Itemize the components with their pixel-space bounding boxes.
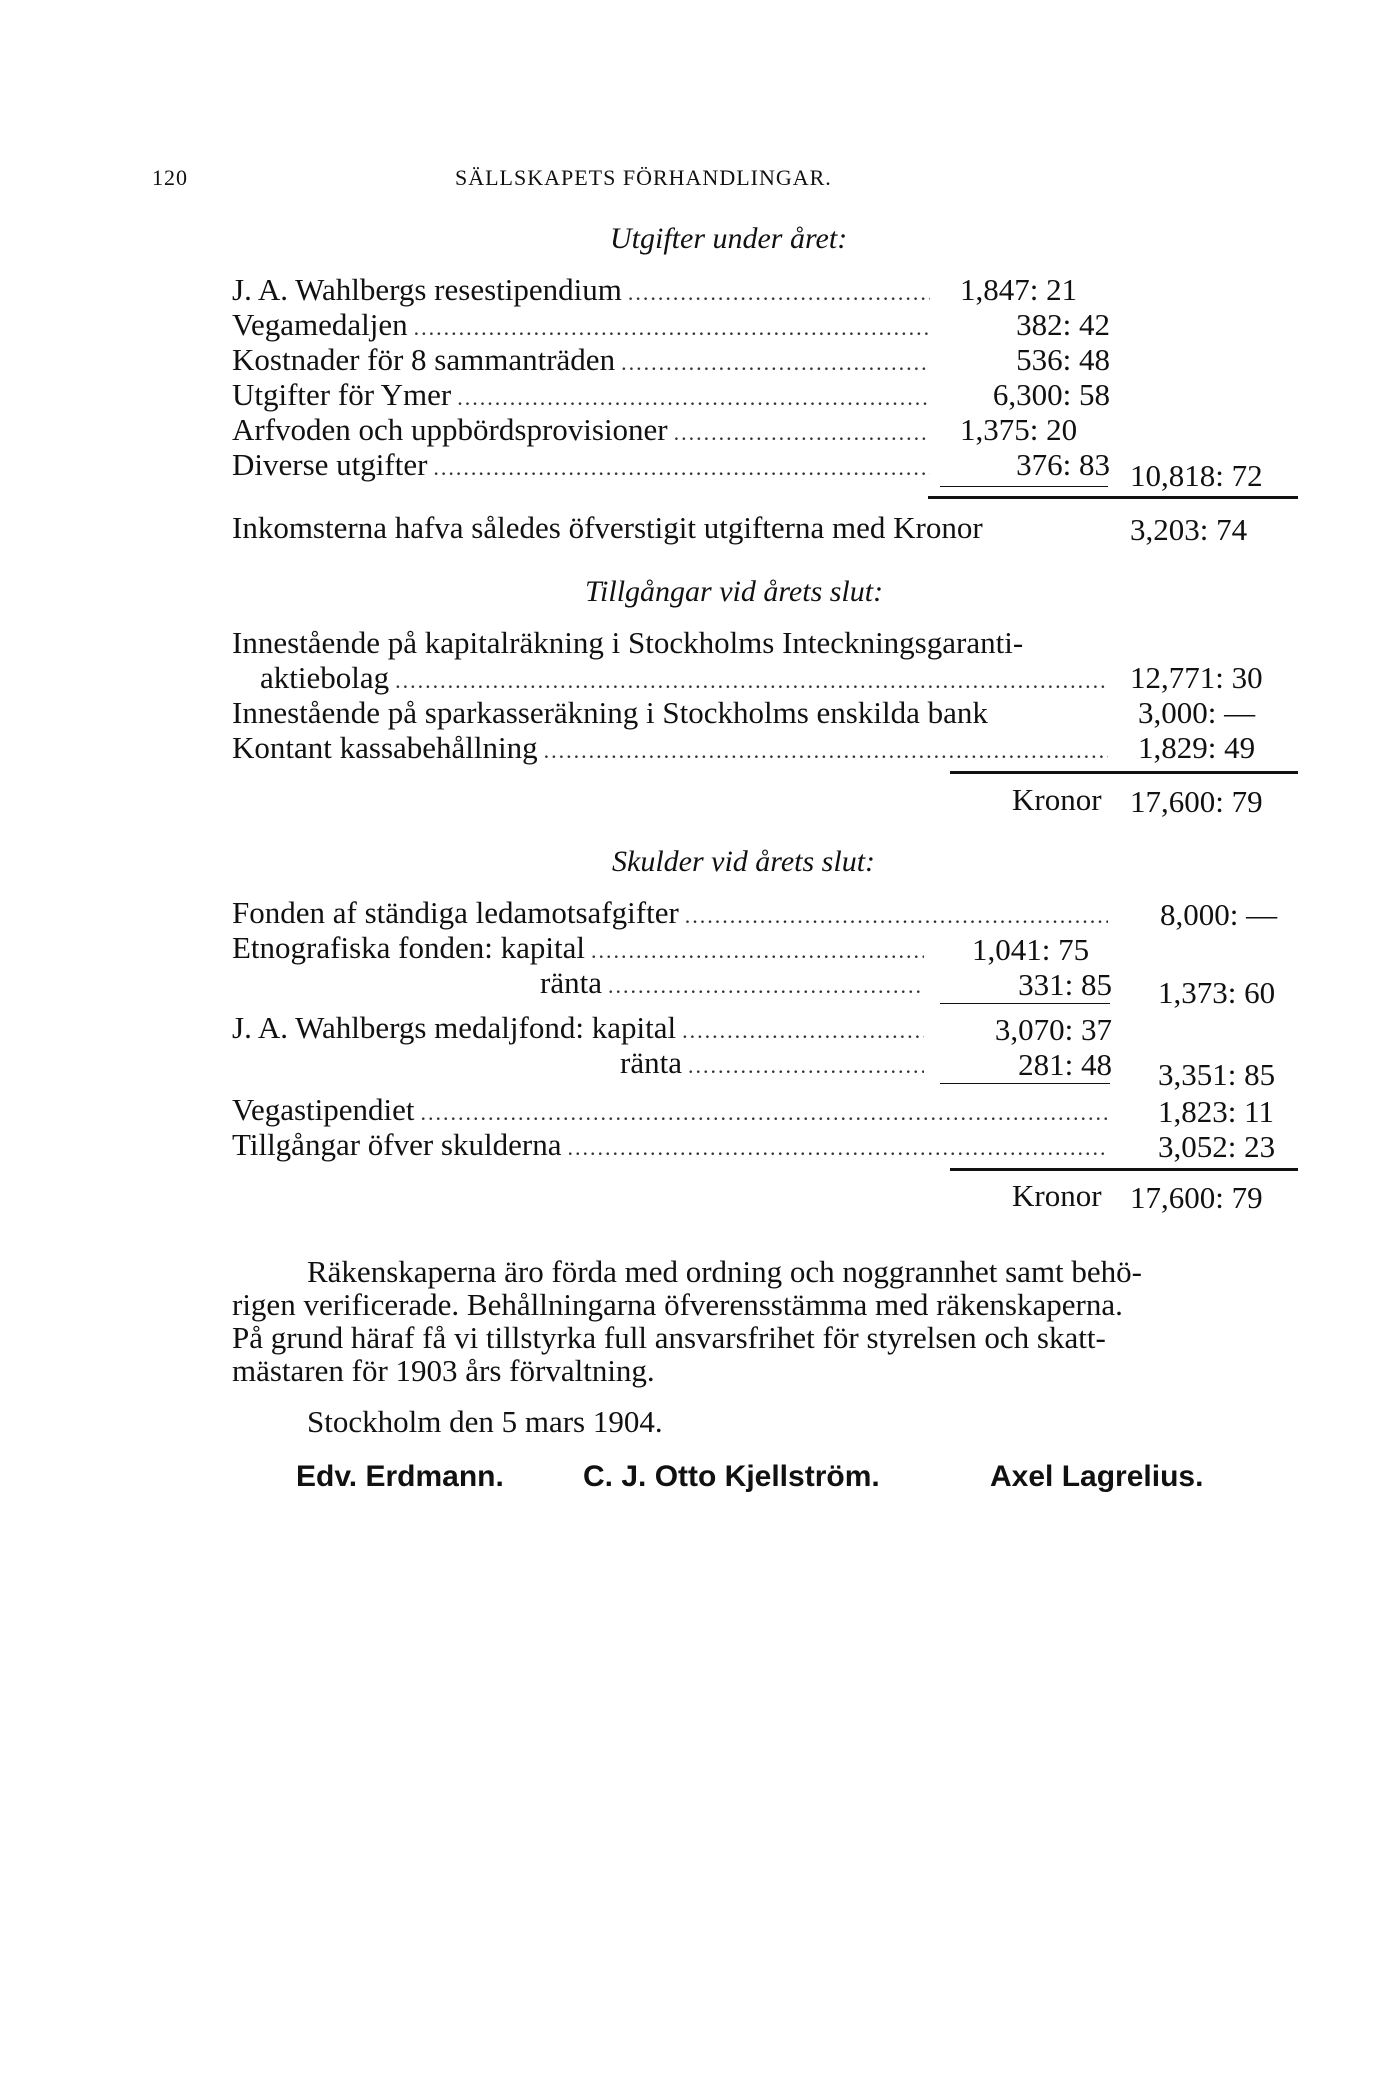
asset-item-label: Innestående på sparkasseräkning i Stockholms enskilda bank bbox=[232, 695, 988, 730]
asset-item-label: Innestående på kapitalräkning i Stockholms Inteckningsgaranti- bbox=[232, 625, 1024, 660]
asset-item-amount: 1,829: 49 bbox=[1138, 730, 1256, 765]
asset-item-label: Kontant kassabehållning ..... bbox=[232, 730, 1108, 766]
liabilities-total-rule bbox=[950, 1168, 1298, 1171]
liability-subamount: 281: 48 bbox=[1018, 1047, 1112, 1082]
liability-item-label: Vegastipendiet ..... bbox=[232, 1092, 1108, 1128]
subtotal-rule bbox=[940, 486, 1108, 487]
expenses-total: 10,818: 72 bbox=[1130, 458, 1263, 493]
asset-item-amount: 3,000: — bbox=[1138, 695, 1256, 730]
liability-item-amount: 8,000: — bbox=[1160, 897, 1278, 932]
expense-item-label: Arfvoden och uppbördsprovisioner ..... bbox=[232, 412, 930, 448]
expense-item-amount: 536: 48 bbox=[1016, 342, 1110, 377]
expenses-heading: Utgifter under året: bbox=[610, 222, 848, 255]
liability-item-label: Fonden af ständiga ledamotsafgifter ..... bbox=[232, 895, 1108, 931]
statement-line: Räkenskaperna äro förda med ordning och noggrannhet samt behö- bbox=[307, 1254, 1143, 1289]
expense-item-label: Utgifter för Ymer ..... bbox=[232, 377, 930, 413]
liability-item-label: Tillgångar öfver skulderna ..... bbox=[232, 1127, 1108, 1163]
page-header-title: SÄLLSKAPETS FÖRHANDLINGAR. bbox=[455, 165, 832, 190]
assets-total-rule bbox=[950, 771, 1298, 774]
liabilities-total-label: Kronor bbox=[1012, 1178, 1102, 1213]
asset-item-amount: 12,771: 30 bbox=[1130, 660, 1263, 695]
liability-subamount: 1,041: 75 bbox=[972, 932, 1090, 967]
expense-item-label: J. A. Wahlbergs resestipendium ..... bbox=[232, 272, 930, 308]
liability-item-amount: 1,373: 60 bbox=[1158, 975, 1276, 1010]
liability-item-amount: 1,823: 11 bbox=[1158, 1094, 1274, 1129]
subtotal-rule bbox=[940, 1083, 1110, 1084]
place-date: Stockholm den 5 mars 1904. bbox=[307, 1404, 663, 1439]
liability-subamount: 3,070: 37 bbox=[994, 1012, 1112, 1047]
statement-line: mästaren för 1903 års förvaltning. bbox=[232, 1353, 655, 1388]
liability-item-label: J. A. Wahlbergs medaljfond: kapital ..... bbox=[232, 1010, 924, 1046]
liabilities-heading: Skulder vid årets slut: bbox=[612, 845, 876, 878]
liability-subitem-label: ränta ..... bbox=[620, 1045, 924, 1081]
signature: C. J. Otto Kjellström. bbox=[583, 1460, 880, 1493]
surplus-amount: 3,203: 74 bbox=[1130, 512, 1248, 547]
liabilities-total-amount: 17,600: 79 bbox=[1130, 1180, 1263, 1215]
assets-total-label: Kronor bbox=[1012, 782, 1102, 817]
assets-heading: Tillgångar vid årets slut: bbox=[585, 575, 884, 608]
asset-item-label: aktiebolag ..... bbox=[260, 660, 1108, 696]
subtotal-rule bbox=[940, 1003, 1110, 1004]
expense-item-label: Vegamedaljen ..... bbox=[232, 307, 930, 343]
expense-item-amount: 376: 83 bbox=[1016, 447, 1110, 482]
page-number: 120 bbox=[152, 165, 188, 190]
liability-subitem-label: ränta ..... bbox=[540, 965, 924, 1001]
expense-item-amount: 382: 42 bbox=[1016, 307, 1110, 342]
liability-item-amount: 3,351: 85 bbox=[1158, 1057, 1276, 1092]
surplus-label: Inkomsterna hafva således öfverstigit utgifterna med Kronor bbox=[232, 510, 983, 545]
expense-item-amount: 1,375: 20 bbox=[960, 412, 1078, 447]
expense-item-amount: 6,300: 58 bbox=[992, 377, 1110, 412]
total-rule bbox=[928, 496, 1298, 499]
liability-item-label: Etnografiska fonden: kapital ..... bbox=[232, 930, 924, 966]
expense-item-label: Diverse utgifter ..... bbox=[232, 447, 930, 483]
liability-subamount: 331: 85 bbox=[1018, 967, 1112, 1002]
statement-line: rigen verificerade. Behållningarna öfverensstämma med räkenskaperna. bbox=[232, 1287, 1123, 1322]
signature: Edv. Erdmann. bbox=[296, 1460, 504, 1493]
statement-line: På grund häraf få vi tillstyrka full ansvarsfrihet för styrelsen och skatt- bbox=[232, 1320, 1106, 1355]
liability-item-amount: 3,052: 23 bbox=[1158, 1129, 1276, 1164]
expense-item-amount: 1,847: 21 bbox=[960, 272, 1078, 307]
expense-item-label: Kostnader för 8 sammanträden ..... bbox=[232, 342, 930, 378]
assets-total-amount: 17,600: 79 bbox=[1130, 784, 1263, 819]
signature: Axel Lagrelius. bbox=[990, 1460, 1204, 1493]
